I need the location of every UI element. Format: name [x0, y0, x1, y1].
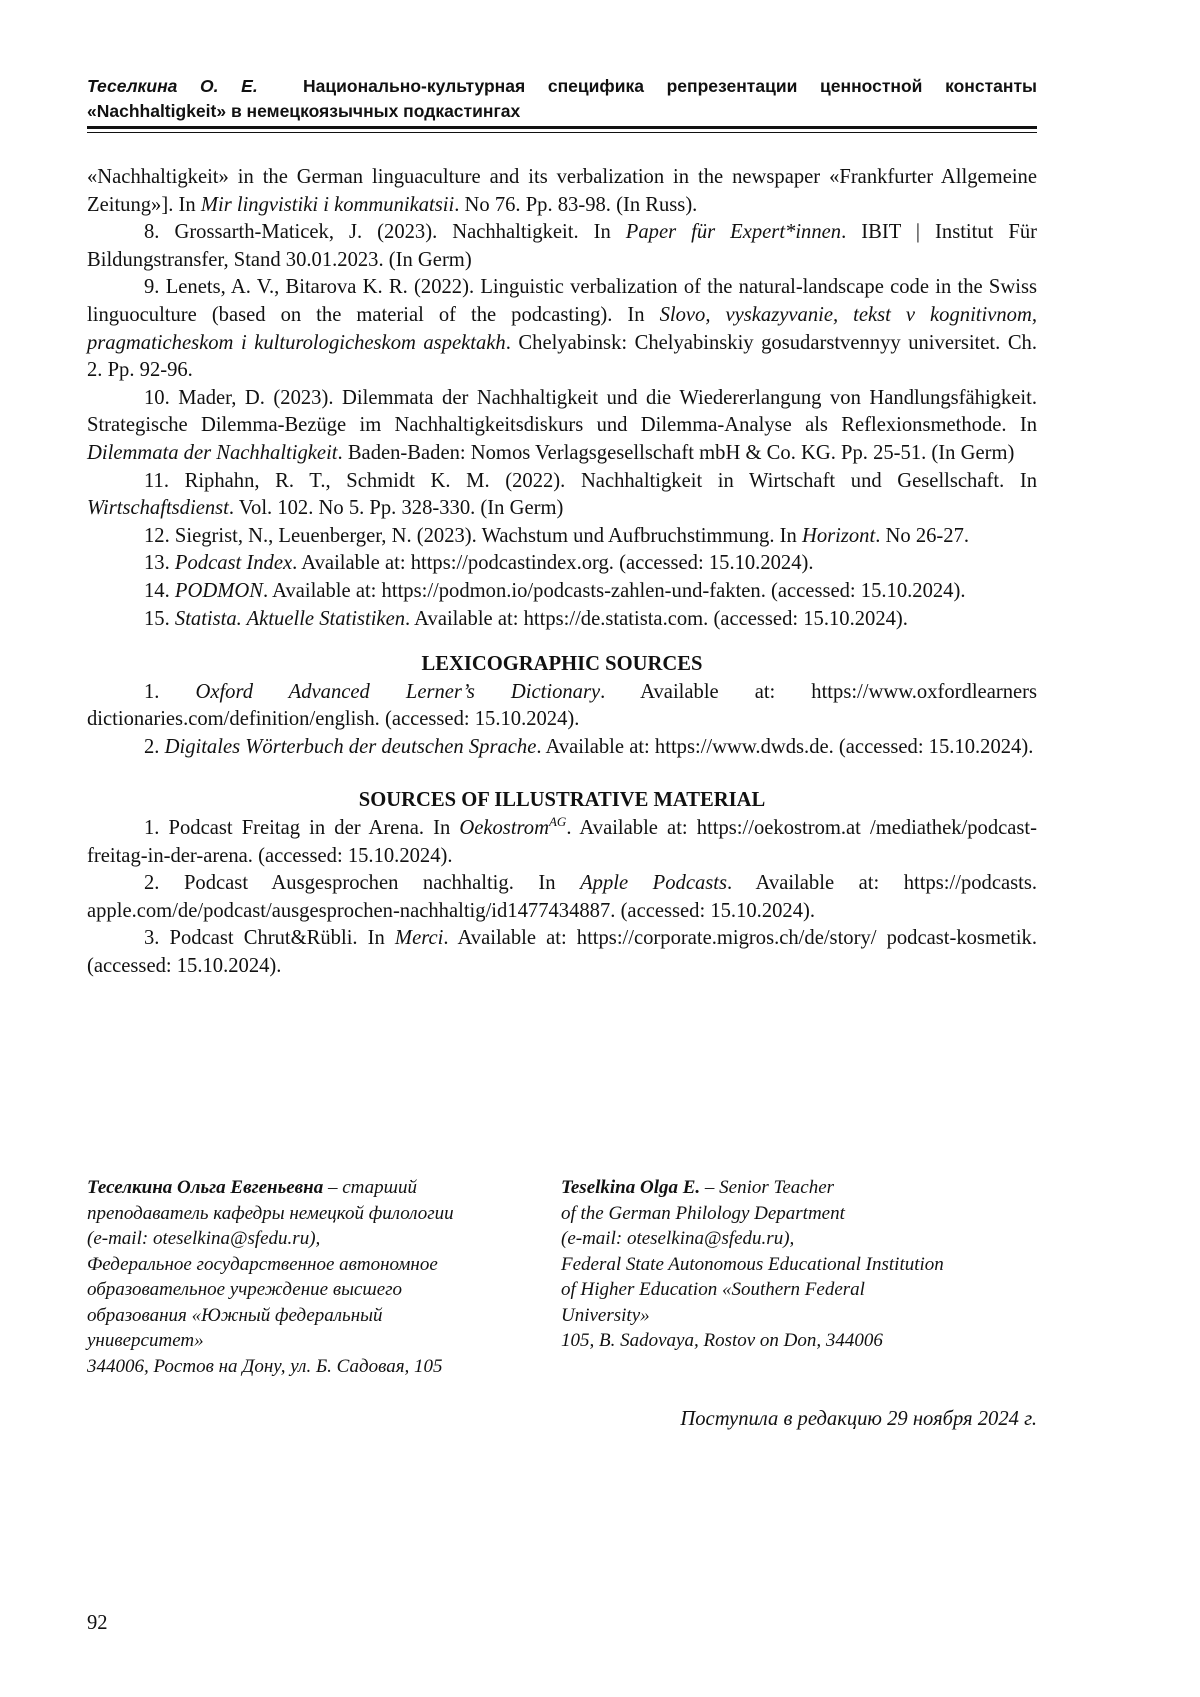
page-number: 92: [87, 1612, 108, 1634]
header-rule-thin: [87, 132, 1037, 133]
reference-item: 15. Statista. Aktuelle Statistiken. Available at: https://de.statista.com. (accessed: 15.10.2024).: [144, 607, 908, 630]
reference-item: 12. Siegrist, N., Leuenberger, N. (2023). Wachstum und Aufbruchstimmung. In Horizont. No 26-27.: [144, 524, 970, 547]
running-head: [87, 74, 1037, 124]
author-name-en: Teselkina Olga E.: [561, 1177, 701, 1198]
reference-item: 8. Grossarth-Maticek, J. (2023). Nachhaltigkeit. In Paper für Expert*innen. IBIT | Institut Für Bildungstransfer, Stand 30.01.2023. (In Germ): [87, 221, 1037, 271]
section-title-lexicographic: LEXICOGRAPHIC SOURCES: [421, 653, 703, 676]
section-title-illustrative: SOURCES OF ILLUSTRATIVE MATERIAL: [358, 789, 766, 812]
reference-item: 13. Podcast Index. Available at: https://podcastindex.org. (accessed: 15.10.2024).: [144, 552, 814, 575]
illustrative-item: 1. Podcast Freitag in der Arena. In Oekostrom$^{AG}$. Available at: https://oekostrom.at /mediathek/podcast-freitag-in-der-arena. (accessed: 15.10.2024).: [87, 814, 1037, 867]
running-head-author: Теселкина О. Е.: [87, 76, 258, 96]
author-info-english: Teselkina Olga E. – Senior Teacher of the German Philology Department (e-mail: oteselkina@sfedu.ru), Federal State Autonomous Educational Institution of Higher Education «Southern Federal University» 105, B. Sadovaya, Rostov on Don, 344006: [561, 1177, 944, 1351]
reference-item: 11. Riphahn, R. T., Schmidt K. M. (2022). Nachhaltigkeit in Wirtschaft und Gesellschaft. In Wirtschaftsdienst. Vol. 102. No 5. Pp. 328-330. (In Germ): [87, 469, 1037, 520]
author-info-russian: Теселкина Ольга Евгеньевна – старший преподаватель кафедры немецкой филологии (e-mail: oteselkina@sfedu.ru), Федеральное государственное автономное образовательное учреждение высшего образования «Южный федеральный университет» 344006, Ростов на Дону, ул. Б. Садовая, 105: [87, 1177, 454, 1377]
reference-item: 10. Mader, D. (2023). Dilemmata der Nachhaltigkeit und die Wiedererlangung von Handlungsfähigkeit. Strategische Dilemma-Bezüge im Nachhaltigkeitsdiskurs und Dilemma-Analyse als Reflexionsmethode. In Dilemmata der Nachhaltigkeit. Baden-Baden: Nomos Verlagsgesellschaft mbH & Co. KG. Pp. 25-51. (In Germ): [87, 386, 1037, 464]
reference-item: 9. Lenets, A. V., Bitarova K. R. (2022). Linguistic verbalization of the natural-landscape code in the Swiss linguoculture (based on the material of the podcasting). In Slovo, vyskazyvanie, tekst v kognitivnom, pragmaticheskom i kulturologicheskom aspektakh. Chelyabinsk: Chelyabinskiy gosudarstvennyy universitet. Ch. 2. Pp. 92-96.: [87, 276, 1037, 382]
header-rule-thick: [87, 126, 1037, 129]
lexicographic-item: 1. Oxford Advanced Lerner’s Dictionary. Available at: https://www.oxfordlearners dictionaries.com/definition/english. (accessed: 15.10.2024).: [87, 680, 1037, 731]
lexicographic-item: 2. Digitales Wörterbuch der deutschen Sprache. Available at: https://www.dwds.de. (accessed: 15.10.2024).: [144, 735, 1034, 758]
received-date: Поступила в редакцию 29 ноября 2024 г.: [680, 1408, 1037, 1430]
reference-item: 14. PODMON. Available at: https://podmon.io/podcasts-zahlen-und-fakten. (accessed: 15.10.2024).: [144, 579, 966, 602]
reference-item: «Nachhaltigkeit» in the German linguaculture and its verbalization in the newspaper «Frankfurter Allgemeine Zeitung»]. In Mir lingvistiki i kommunikatsii. No 76. Pp. 83-98. (In Russ).: [87, 166, 1037, 216]
running-head-title: Национально-культурная специфика репрезентации ценностной константы «Nachhaltigkeit» в немецкоязычных подкастингах: [87, 76, 1037, 121]
author-name-ru: Теселкина Ольга Евгеньевна: [87, 1177, 324, 1198]
illustrative-item: 2. Podcast Ausgesprochen nachhaltig. In Apple Podcasts. Available at: https://podcasts. apple.com/de/podcast/ausgesprochen-nachhaltig/id1477434887. (accessed: 15.10.2024).: [87, 872, 1038, 922]
body-text: [87, 164, 1037, 981]
illustrative-item: 3. Podcast Chrut&Rübli. In Merci. Available at: https://corporate.migros.ch/de/story/ podcast-kosmetik. (accessed: 15.10.2024).: [87, 927, 1037, 978]
